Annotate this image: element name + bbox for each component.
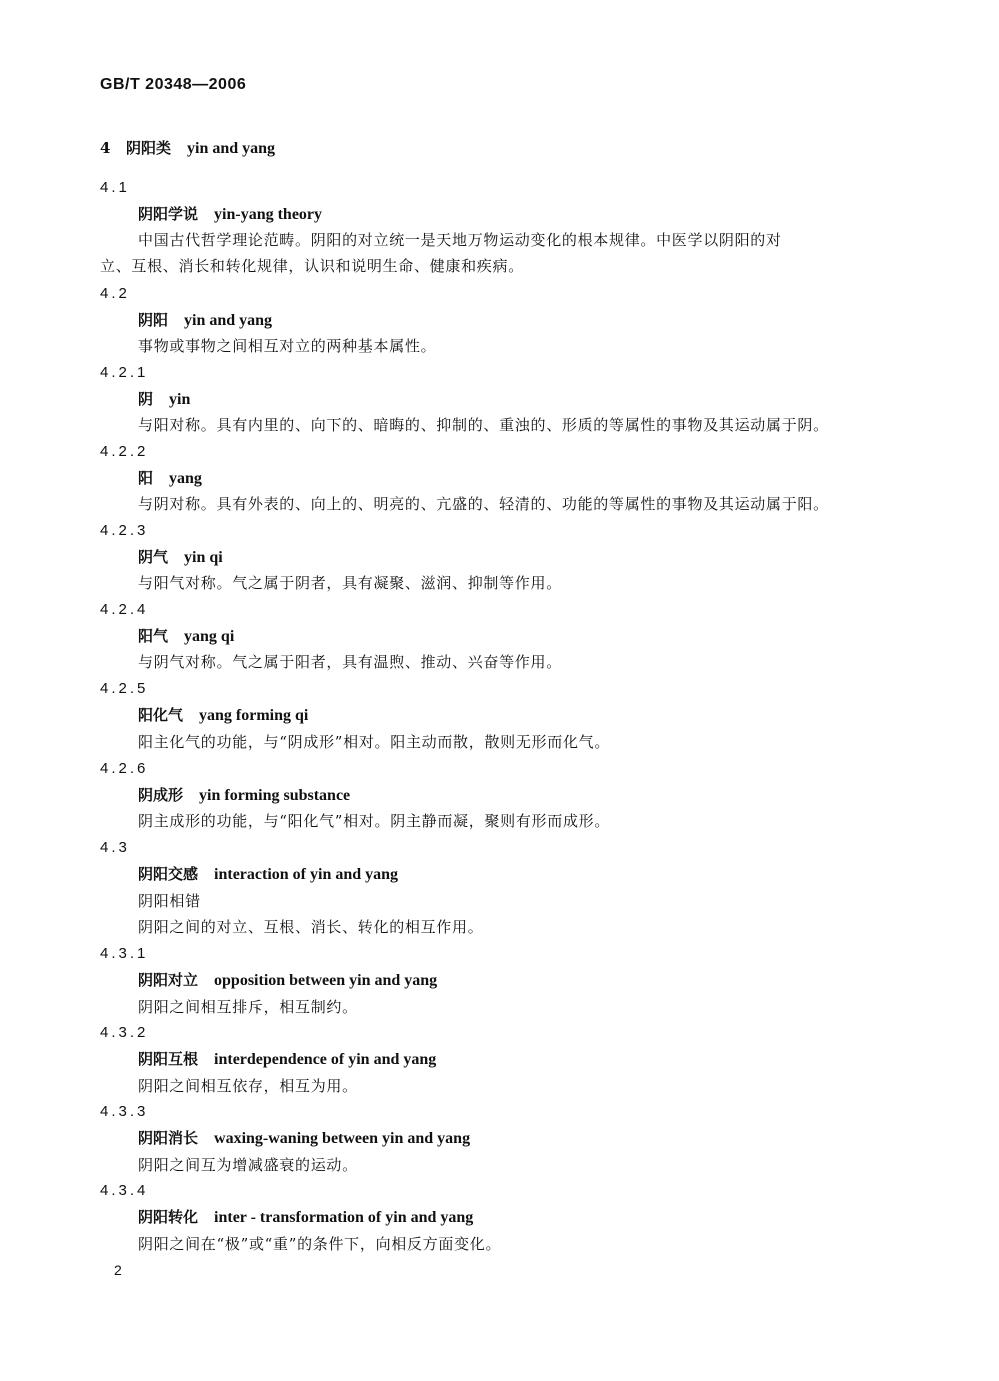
term-zh: 阴成形 — [138, 786, 184, 804]
term-heading — [0, 1046, 999, 1072]
term-zh: 阴气 — [138, 548, 169, 566]
term-en: yang forming qi — [199, 707, 309, 724]
chapter-number: 4 — [100, 139, 111, 157]
term-en: inter - transformation of yin and yang — [214, 1209, 474, 1226]
term-heading — [0, 967, 999, 993]
term-en: yang — [169, 470, 202, 487]
synonym-line: 阴阳相错 — [138, 892, 201, 910]
term-zh: 阳 — [138, 469, 154, 487]
term-heading — [0, 201, 999, 227]
definition-line: 阴阳之间在“极”或“重”的条件下，向相反方面变化。 — [138, 1235, 502, 1253]
clause-number: 4.2.1 — [100, 364, 149, 381]
term-heading — [0, 782, 999, 808]
term-heading — [0, 623, 999, 649]
term-en: yin — [169, 391, 191, 408]
clause-number: 4.2.2 — [100, 443, 149, 460]
term-zh: 阴阳学说 — [138, 205, 199, 223]
definition-line: 阴主成形的功能，与“阳化气”相对。阴主静而凝，聚则有形而成形。 — [138, 812, 611, 830]
definition-line: 立、互根、消长和转化规律，认识和说明生命、健康和疾病。 — [100, 257, 524, 275]
term-zh: 阴阳对立 — [138, 971, 199, 989]
term-en: interaction of yin and yang — [214, 866, 399, 883]
clause-number: 4.3.3 — [100, 1103, 149, 1120]
term-zh: 阴阳转化 — [138, 1208, 199, 1226]
term-zh: 阴阳互根 — [138, 1050, 199, 1068]
term-heading — [0, 386, 999, 412]
term-en: yin forming substance — [199, 787, 351, 804]
clause-number: 4.3.4 — [100, 1182, 149, 1199]
standard-code: GB/T 20348—2006 — [100, 76, 247, 93]
term-en: yin qi — [184, 549, 223, 566]
page-number: 2 — [114, 1262, 122, 1278]
definition-line: 与阴气对称。气之属于阳者，具有温煦、推动、兴奋等作用。 — [138, 653, 562, 671]
chapter-heading — [100, 137, 275, 158]
term-zh: 阴阳消长 — [138, 1129, 199, 1147]
term-zh: 阴阳交感 — [138, 865, 199, 883]
clause-number: 4.2.5 — [100, 680, 149, 697]
term-en: yang qi — [184, 628, 235, 645]
definition-line: 阴阳之间互为增减盛衰的运动。 — [138, 1156, 358, 1174]
term-heading — [0, 307, 999, 333]
term-zh: 阳气 — [138, 627, 169, 645]
term-en: interdependence of yin and yang — [214, 1051, 437, 1068]
clause-number: 4.3 — [100, 839, 130, 856]
clause-number: 4.2.6 — [100, 760, 149, 777]
term-heading — [0, 702, 999, 728]
term-en: yin-yang theory — [214, 206, 323, 223]
term-en: yin and yang — [184, 312, 273, 329]
term-heading — [0, 544, 999, 570]
chapter-title-zh: 阴阳类 — [126, 139, 172, 157]
term-heading — [0, 1204, 999, 1230]
term-heading — [0, 861, 999, 887]
definition-line: 事物或事物之间相互对立的两种基本属性。 — [138, 337, 437, 355]
definition-line: 阴阳之间相互依存，相互为用。 — [138, 1077, 358, 1095]
term-heading — [0, 1125, 999, 1151]
definition-line: 阳主化气的功能，与“阴成形”相对。阳主动而散，散则无形而化气。 — [138, 733, 611, 751]
definition-line: 与阳对称。具有内里的、向下的、暗晦的、抑制的、重浊的、形质的等属性的事物及其运动属于阴。 — [138, 416, 829, 434]
term-zh: 阳化气 — [138, 706, 184, 724]
term-zh: 阴阳 — [138, 311, 169, 329]
clause-number: 4.2 — [100, 285, 130, 302]
clause-number: 4.3.1 — [100, 945, 149, 962]
definition-line: 与阴对称。具有外表的、向上的、明亮的、亢盛的、轻清的、功能的等属性的事物及其运动属于阳。 — [138, 495, 829, 513]
clause-number: 4.2.3 — [100, 522, 149, 539]
clause-number: 4.2.4 — [100, 601, 149, 618]
definition-line: 阴阳之间相互排斥，相互制约。 — [138, 998, 358, 1016]
term-en: opposition between yin and yang — [214, 972, 438, 989]
definition-line: 与阳气对称。气之属于阴者，具有凝聚、滋润、抑制等作用。 — [138, 574, 562, 592]
term-en: waxing-waning between yin and yang — [214, 1130, 471, 1147]
term-heading — [0, 465, 999, 491]
chapter-title-en: yin and yang — [187, 140, 276, 157]
clause-number: 4.1 — [100, 179, 130, 196]
definition-line: 中国古代哲学理论范畴。阴阳的对立统一是天地万物运动变化的根本规律。中医学以阴阳的对 — [138, 231, 782, 249]
term-zh: 阴 — [138, 390, 154, 408]
clause-number: 4.3.2 — [100, 1024, 149, 1041]
definition-line: 阴阳之间的对立、互根、消长、转化的相互作用。 — [138, 918, 484, 936]
